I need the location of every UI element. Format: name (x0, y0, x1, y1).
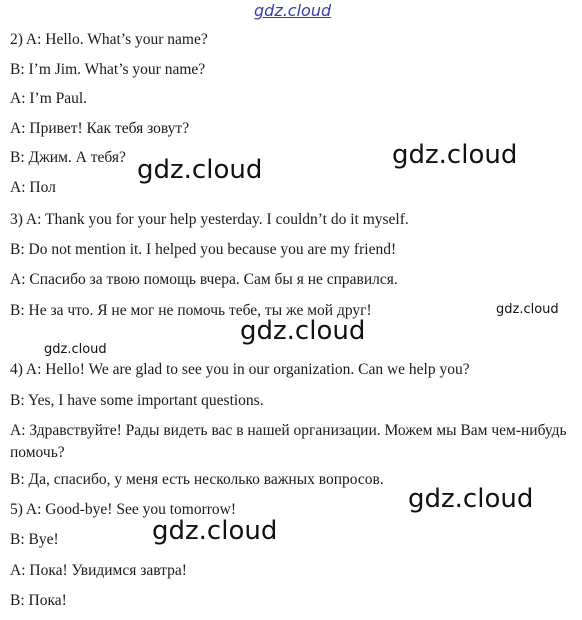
watermark: gdz.cloud (137, 155, 263, 185)
dialogue-line: B: Yes, I have some important questions. (10, 392, 264, 409)
dialogue-line: B: I’m Jim. What’s your name? (10, 61, 206, 78)
dialogue-line: В: Джим. А тебя? (10, 149, 126, 166)
dialogue-line: 4) A: Hello! We are glad to see you in our organization. Can we help you? (10, 361, 470, 378)
dialogue-line: А: Здравствуйте! Рады видеть вас в нашей организации. Можем мы Вам чем-нибудь помочь? (10, 422, 567, 461)
dialogue-line: A: I’m Paul. (10, 90, 88, 107)
dialogue-line: А: Привет! Как тебя зовут? (10, 120, 190, 137)
dialogue-line: В: Да, спасибо, у меня есть несколько важных вопросов. (10, 471, 384, 488)
watermark: gdz.cloud (496, 302, 559, 317)
watermark: gdz.cloud (408, 484, 534, 514)
dialogue-line: В: Не за что. Я не мог не помочь тебе, ты же мой друг! (10, 302, 372, 319)
watermark: gdz.cloud (392, 140, 518, 170)
dialogue-line: 2) A: Hello. What’s your name? (10, 31, 208, 48)
watermark: gdz.cloud (44, 342, 107, 357)
dialogue-line: А: Пока! Увидимся завтра! (10, 562, 187, 579)
dialogue-line: 3) A: Thank you for your help yesterday. I couldn’t do it myself. (10, 211, 409, 228)
dialogue-line: В: Пока! (10, 592, 67, 609)
dialogue-line: B: Do not mention it. I helped you because you are my friend! (10, 241, 397, 258)
watermark: gdz.cloud (152, 516, 278, 546)
dialogue-line: 5) A: Good-bye! See you tomorrow! (10, 501, 236, 518)
dialogue-line: B: Bye! (10, 531, 59, 548)
watermark: gdz.cloud (254, 1, 332, 20)
dialogue-line: А: Спасибо за твою помощь вчера. Сам бы я не справился. (10, 271, 398, 288)
watermark: gdz.cloud (240, 316, 366, 346)
dialogue-line: А: Пол (10, 179, 56, 196)
